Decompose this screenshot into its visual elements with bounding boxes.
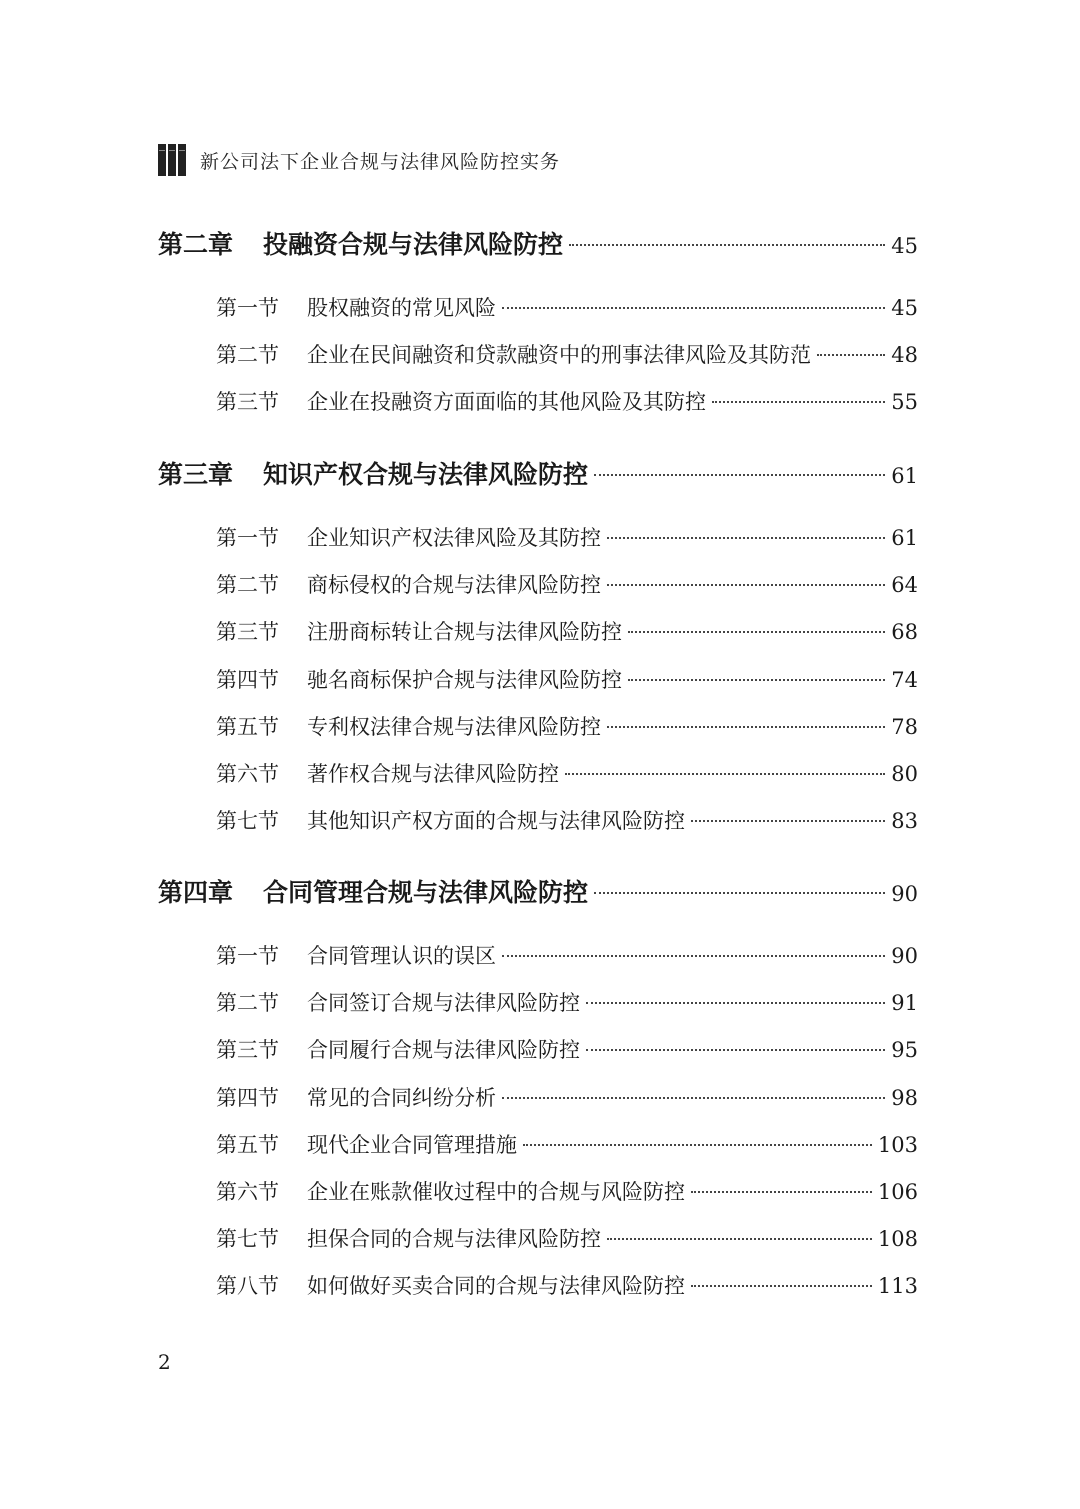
- section-page-number: 108: [877, 1227, 918, 1251]
- section-number: 第六节: [216, 762, 279, 786]
- chapter-number: 第二章: [158, 230, 234, 259]
- section-title: 如何做好买卖合同的合规与法律风险防控: [307, 1274, 685, 1298]
- section-entry: [216, 711, 918, 743]
- chapter-page-number: 90: [891, 882, 918, 906]
- section-entry: [216, 569, 918, 601]
- section-entry: [216, 1129, 918, 1161]
- dot-leader: [712, 401, 885, 403]
- section-title: 企业在民间融资和贷款融资中的刑事法律风险及其防范: [307, 343, 811, 367]
- chapter-entry: [158, 873, 918, 909]
- section-page-number: 80: [891, 762, 918, 786]
- section-number: 第四节: [216, 1086, 279, 1110]
- book-title: 新公司法下企业合规与法律风险防控实务: [200, 150, 561, 173]
- section-entry: [216, 339, 918, 371]
- section-entry: [216, 987, 918, 1019]
- running-header: [158, 140, 560, 180]
- section-page-number: 61: [891, 526, 918, 550]
- section-title: 企业在投融资方面面临的其他风险及其防控: [307, 390, 706, 414]
- chapter-page-number: 61: [891, 464, 918, 488]
- section-entry: [216, 1176, 918, 1208]
- section-title: 专利权法律合规与法律风险防控: [307, 715, 601, 739]
- dot-leader: [628, 631, 885, 633]
- section-number: 第二节: [216, 573, 279, 597]
- section-number: 第三节: [216, 620, 279, 644]
- section-entry: [216, 664, 918, 696]
- chapter-page-number: 45: [891, 234, 918, 258]
- dot-leader: [569, 244, 885, 246]
- section-entry: [216, 1223, 918, 1255]
- page-number: 2: [158, 1350, 171, 1374]
- section-entry: [216, 758, 918, 790]
- section-title: 商标侵权的合规与法律风险防控: [307, 573, 601, 597]
- section-title: 其他知识产权方面的合规与法律风险防控: [307, 809, 685, 833]
- section-number: 第七节: [216, 1227, 279, 1251]
- section-number: 第二节: [216, 991, 279, 1015]
- dot-leader: [565, 773, 885, 775]
- chapter-title: 投融资合规与法律风险防控: [263, 230, 564, 259]
- section-entry: [216, 616, 918, 648]
- section-number: 第二节: [216, 343, 279, 367]
- section-number: 第四节: [216, 668, 279, 692]
- section-page-number: 74: [891, 668, 918, 692]
- section-page-number: 68: [891, 620, 918, 644]
- section-entry: [216, 1270, 918, 1302]
- section-title: 企业在账款催收过程中的合规与风险防控: [307, 1180, 685, 1204]
- section-page-number: 78: [891, 715, 918, 739]
- dot-leader: [594, 892, 885, 894]
- chapter-entry: [158, 455, 918, 491]
- section-page-number: 91: [891, 991, 918, 1015]
- section-page-number: 64: [891, 573, 918, 597]
- section-page-number: 95: [891, 1038, 918, 1062]
- dot-leader: [586, 1049, 885, 1051]
- section-page-number: 48: [891, 343, 918, 367]
- dot-leader: [691, 1191, 872, 1193]
- books-icon: [158, 144, 186, 176]
- chapter-number: 第四章: [158, 878, 234, 907]
- section-entry: [216, 1082, 918, 1114]
- section-number: 第五节: [216, 1133, 279, 1157]
- chapter-entry: [158, 225, 918, 261]
- section-title: 企业知识产权法律风险及其防控: [307, 526, 601, 550]
- section-page-number: 83: [891, 809, 918, 833]
- section-title: 股权融资的常见风险: [307, 296, 496, 320]
- section-number: 第八节: [216, 1274, 279, 1298]
- section-page-number: 106: [877, 1180, 918, 1204]
- section-number: 第六节: [216, 1180, 279, 1204]
- dot-leader: [523, 1144, 872, 1146]
- section-number: 第一节: [216, 944, 279, 968]
- dot-leader: [586, 1002, 885, 1004]
- section-title: 著作权合规与法律风险防控: [307, 762, 559, 786]
- section-title: 合同签订合规与法律风险防控: [307, 991, 580, 1015]
- section-page-number: 113: [877, 1274, 918, 1298]
- section-page-number: 55: [891, 390, 918, 414]
- section-entry: [216, 522, 918, 554]
- section-page-number: 90: [891, 944, 918, 968]
- chapter-number: 第三章: [158, 460, 234, 489]
- dot-leader: [817, 354, 885, 356]
- section-title: 注册商标转让合规与法律风险防控: [307, 620, 622, 644]
- section-title: 合同管理认识的误区: [307, 944, 496, 968]
- section-number: 第七节: [216, 809, 279, 833]
- section-number: 第三节: [216, 390, 279, 414]
- section-number: 第一节: [216, 526, 279, 550]
- dot-leader: [502, 955, 885, 957]
- section-entry: [216, 386, 918, 418]
- dot-leader: [691, 1285, 872, 1287]
- dot-leader: [607, 537, 885, 539]
- chapter-title: 合同管理合规与法律风险防控: [263, 878, 589, 907]
- dot-leader: [594, 474, 885, 476]
- dot-leader: [502, 307, 885, 309]
- dot-leader: [607, 584, 885, 586]
- section-entry: [216, 292, 918, 324]
- dot-leader: [691, 820, 885, 822]
- section-entry: [216, 1034, 918, 1066]
- dot-leader: [628, 679, 885, 681]
- section-page-number: 45: [891, 296, 918, 320]
- section-number: 第五节: [216, 715, 279, 739]
- section-entry: [216, 805, 918, 837]
- section-title: 担保合同的合规与法律风险防控: [307, 1227, 601, 1251]
- section-number: 第一节: [216, 296, 279, 320]
- dot-leader: [502, 1097, 885, 1099]
- section-title: 驰名商标保护合规与法律风险防控: [307, 668, 622, 692]
- section-title: 现代企业合同管理措施: [307, 1133, 517, 1157]
- chapter-title: 知识产权合规与法律风险防控: [263, 460, 589, 489]
- dot-leader: [607, 726, 885, 728]
- dot-leader: [607, 1238, 872, 1240]
- section-title: 常见的合同纠纷分析: [307, 1086, 496, 1110]
- section-number: 第三节: [216, 1038, 279, 1062]
- section-entry: [216, 940, 918, 972]
- section-title: 合同履行合规与法律风险防控: [307, 1038, 580, 1062]
- section-page-number: 103: [877, 1133, 918, 1157]
- section-page-number: 98: [891, 1086, 918, 1110]
